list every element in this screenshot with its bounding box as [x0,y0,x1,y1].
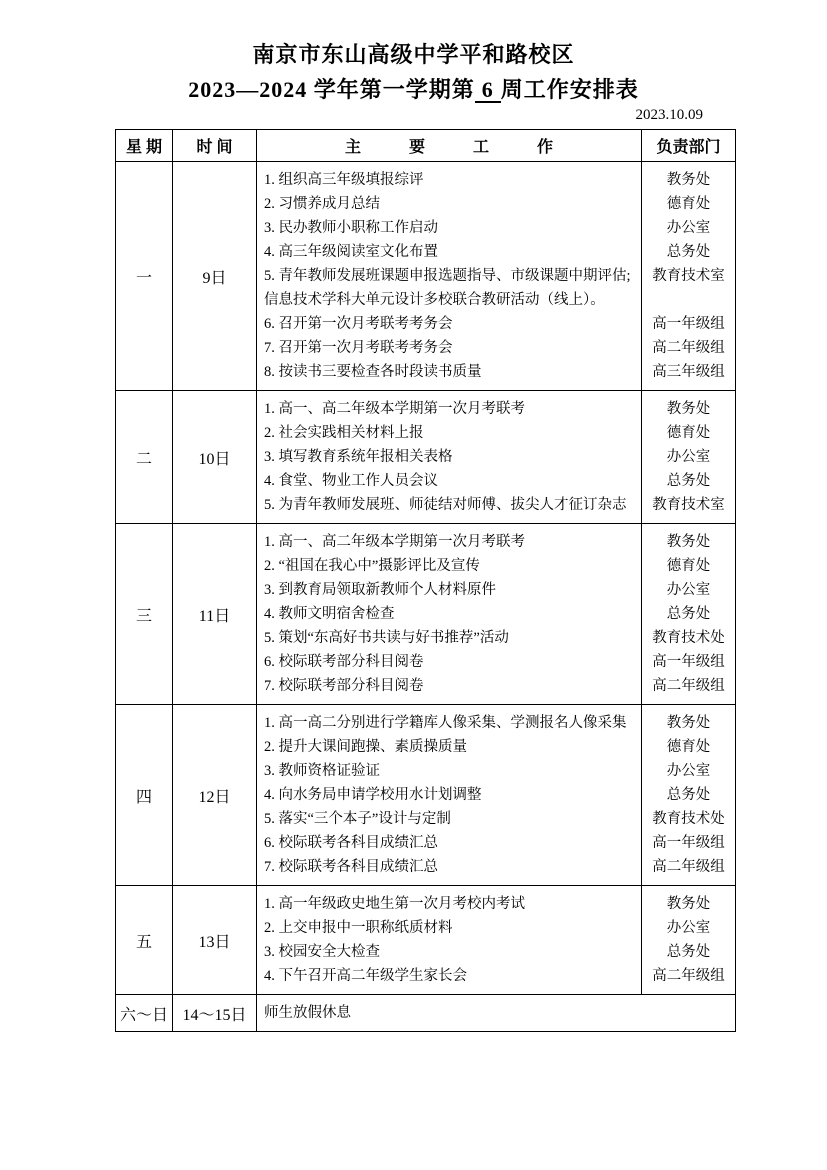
dept-line: 德育处 [666,425,711,441]
tasks-cell [257,162,642,391]
dept-line: 德育处 [666,739,711,755]
task-line: 6. 校际联考部分科目阅卷 [264,654,424,670]
week-number: 6 [475,79,501,103]
dept-line: 总务处 [666,473,711,489]
header-main-work: 主 要 工 作 [257,130,642,162]
dept-line: 总务处 [666,787,711,803]
dept-line: 高二年级组 [652,859,725,875]
task-line: 1. 高一年级政史地生第一次月考校内考试 [264,896,525,912]
department-cell [642,391,736,524]
task-line: 3. 校园安全大检查 [264,944,380,960]
dept-line: 教务处 [666,715,711,731]
weekday-cell: 二 [116,391,173,524]
header-department: 负责部门 [642,130,736,162]
task-line: 5. 为青年教师发展班、师徒结对师傅、拔尖人才征订杂志 [264,497,627,513]
work-schedule-table [115,129,736,1032]
task-line: 2. 习惯养成月总结 [264,196,380,212]
time-cell: 13日 [173,886,257,995]
dept-line: 高三年级组 [652,364,725,380]
dept-line: 高二年级组 [652,340,725,356]
schedule-body [116,162,736,1032]
table-row [116,705,736,886]
dept-line: 教育技术室 [652,268,725,284]
tasks-cell [257,391,642,524]
task-line: 8. 按读书三要检查各时段读书质量 [264,364,482,380]
dept-line: 高一年级组 [652,654,725,670]
dept-line: 办公室 [666,449,711,465]
tasks-cell [257,705,642,886]
dept-line [644,288,733,312]
task-line: 信息技术学科大单元设计多校联合教研活动（线上）。 [264,292,605,308]
table-row [116,886,736,995]
document-title: 南京市东山高级中学平和路校区 [252,42,575,67]
table-row [116,995,736,1032]
header-weekday: 星 期 [116,130,173,162]
task-line: 3. 到教育局领取新教师个人材料原件 [264,582,496,598]
task-line: 6. 校际联考各科目成绩汇总 [264,835,438,851]
weekday-cell: 六～日 [116,995,173,1032]
task-line: 4. 下午召开高二年级学生家长会 [264,968,467,984]
task-line: 6. 召开第一次月考联考考务会 [264,316,453,332]
task-line: 1. 高一、高二年级本学期第一次月考联考 [264,534,525,550]
dept-line: 办公室 [666,920,711,936]
task-line: 5. 落实“三个本子”设计与定制 [264,811,451,827]
time-cell: 12日 [173,705,257,886]
task-line: 5. 青年教师发展班课题申报选题指导、市级课题中期评估; [264,268,631,284]
dept-line: 高一年级组 [652,316,725,332]
header-time: 时 间 [173,130,257,162]
table-header-row [116,130,736,162]
weekday-cell: 一 [116,162,173,391]
time-cell: 10日 [173,391,257,524]
task-line: 1. 高一高二分别进行学籍库人像采集、学测报名人像采集 [264,715,627,731]
dept-line: 高一年级组 [652,835,725,851]
dept-line: 总务处 [666,606,711,622]
task-line: 3. 填写教育系统年报相关表格 [264,449,453,465]
dept-line: 高二年级组 [652,678,725,694]
department-cell [642,705,736,886]
dept-line: 教育技术处 [652,630,725,646]
document-date: 2023.10.09 [635,107,703,123]
task-line: 2. “祖国在我心中”摄影评比及宣传 [264,558,480,574]
task-line: 师生放假休息 [264,1005,351,1021]
dept-line: 教育技术处 [652,811,725,827]
weekday-cell: 四 [116,705,173,886]
dept-line: 高二年级组 [652,968,725,984]
task-line: 7. 校际联考各科目成绩汇总 [264,859,438,875]
task-line: 2. 上交申报中一职称纸质材料 [264,920,453,936]
task-line: 7. 校际联考部分科目阅卷 [264,678,424,694]
table-row [116,524,736,705]
dept-line: 总务处 [666,944,711,960]
subtitle-prefix: 2023—2024 学年第一学期第 [188,77,475,102]
dept-line: 教务处 [666,172,711,188]
task-line: 4. 向水务局申请学校用水计划调整 [264,787,482,803]
table-row [116,391,736,524]
task-line: 3. 民办教师小职称工作启动 [264,220,438,236]
dept-line: 德育处 [666,558,711,574]
table-row [116,162,736,391]
tasks-cell [257,995,736,1032]
weekday-cell: 三 [116,524,173,705]
dept-line: 教务处 [666,896,711,912]
task-line: 1. 高一、高二年级本学期第一次月考联考 [264,401,525,417]
dept-line: 办公室 [666,763,711,779]
time-cell: 11日 [173,524,257,705]
task-line: 1. 组织高三年级填报综评 [264,172,424,188]
department-cell [642,524,736,705]
dept-line: 教务处 [666,401,711,417]
task-line: 4. 高三年级阅读室文化布置 [264,244,438,260]
subtitle-suffix: 周工作安排表 [500,77,639,102]
department-cell [642,162,736,391]
dept-line: 教务处 [666,534,711,550]
task-line: 7. 召开第一次月考联考考务会 [264,340,453,356]
time-cell: 9日 [173,162,257,391]
department-cell [642,886,736,995]
task-line: 4. 教师文明宿舍检查 [264,606,395,622]
dept-line: 办公室 [666,220,711,236]
task-line: 2. 社会实践相关材料上报 [264,425,424,441]
tasks-cell [257,886,642,995]
task-line: 2. 提升大课间跑操、素质操质量 [264,739,467,755]
task-line: 5. 策划“东高好书共读与好书推荐”活动 [264,630,509,646]
document-subtitle [0,77,827,103]
dept-line: 总务处 [666,244,711,260]
dept-line: 德育处 [666,196,711,212]
task-line: 4. 食堂、物业工作人员会议 [264,473,438,489]
time-cell: 14～15日 [173,995,257,1032]
dept-line: 教育技术室 [652,497,725,513]
weekday-cell: 五 [116,886,173,995]
task-line: 3. 教师资格证验证 [264,763,380,779]
dept-line: 办公室 [666,582,711,598]
tasks-cell [257,524,642,705]
